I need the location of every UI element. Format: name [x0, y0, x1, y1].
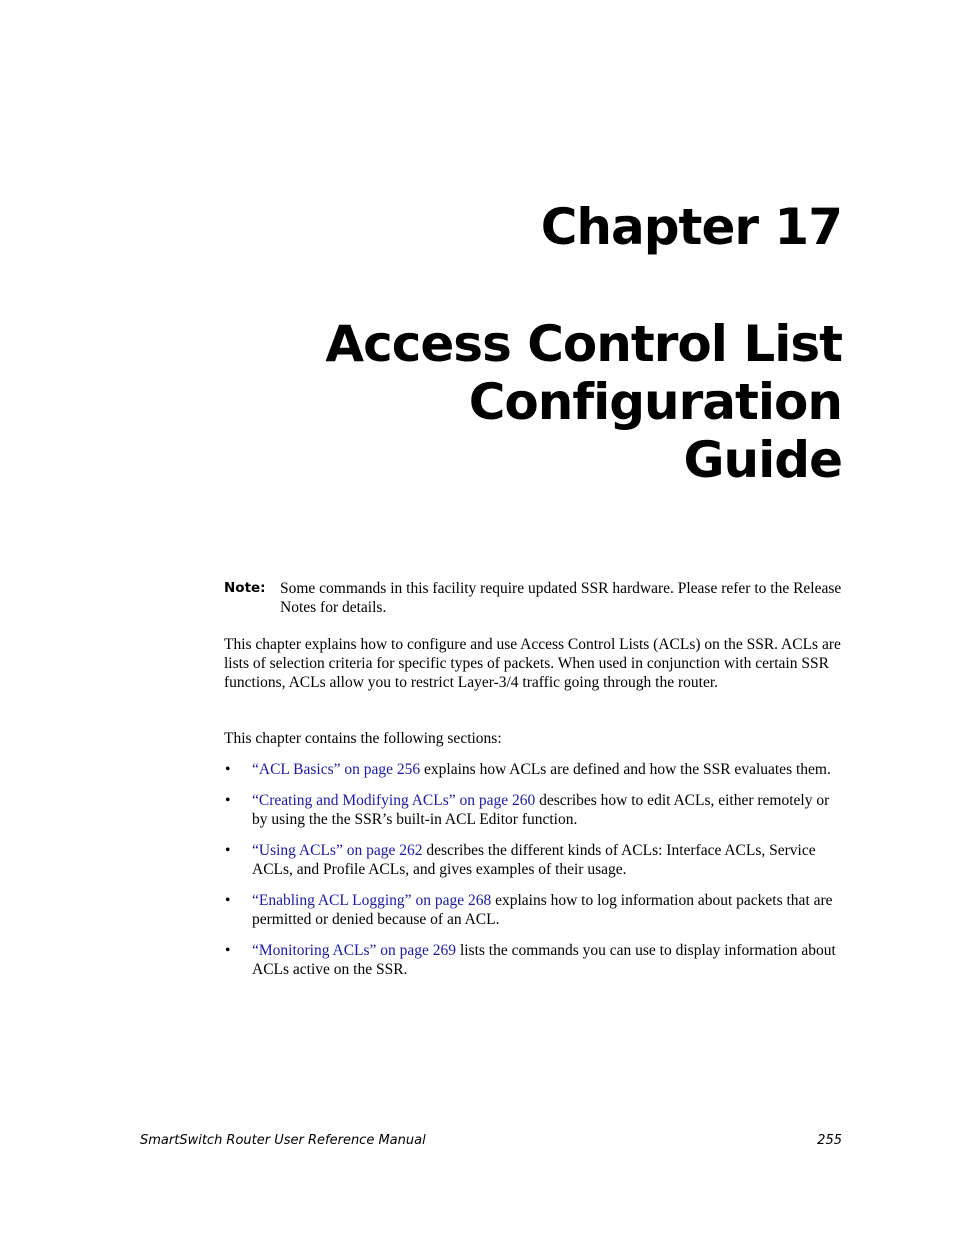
chapter-title: [242, 315, 842, 489]
intro-paragraph: This chapter explains how to configure and use Access Control Lists (ACLs) on the SSR. ACLs are lists of selection criteria for specific types of packets. When used in conjunction with certain SSR functions, ACLs allow you to restrict Layer-3/4 traffic going through the router.: [224, 636, 841, 691]
bullet: •: [225, 761, 231, 778]
bullet: •: [225, 942, 231, 959]
section-description: describes the different kinds of ACLs: Interface ACLs, Service ACLs, and Profile ACLs, and gives examples of their usage.: [252, 842, 816, 878]
note-label: Note:: [224, 580, 266, 596]
section-link-monitoring-acls[interactable]: “Monitoring ACLs” on page 269: [252, 942, 457, 959]
bullet: •: [225, 892, 231, 909]
note-block: [224, 579, 844, 617]
footer-manual-title: SmartSwitch Router User Reference Manual: [140, 1133, 426, 1148]
list-item: [224, 760, 844, 779]
section-link-creating-modifying-acls[interactable]: “Creating and Modifying ACLs” on page 260: [252, 792, 536, 809]
chapter-title-line: Guide: [683, 431, 842, 489]
section-link-using-acls[interactable]: “Using ACLs” on page 262: [252, 842, 423, 859]
section-description: describes how to edit ACLs, either remotely or by using the the SSR’s built-in ACL Editor function.: [252, 792, 830, 828]
section-description: explains how ACLs are defined and how the SSR evaluates them.: [420, 761, 831, 778]
footer-page-number: 255: [817, 1133, 842, 1148]
chapter-title-line: Configuration: [468, 373, 842, 431]
list-item: [224, 791, 844, 829]
section-description: explains how to log information about packets that are permitted or denied because of an ACL.: [252, 892, 833, 928]
note-text: Some commands in this facility require updated SSR hardware. Please refer to the Release Notes for details.: [280, 580, 842, 616]
bullet: •: [225, 792, 231, 809]
section-description: lists the commands you can use to display information about ACLs active on the SSR.: [252, 942, 836, 978]
chapter-label: Chapter 17: [540, 198, 842, 256]
list-item: [224, 841, 844, 879]
section-link-acl-basics[interactable]: “ACL Basics” on page 256: [252, 761, 421, 778]
list-item: [224, 941, 844, 979]
section-link-enabling-acl-logging[interactable]: “Enabling ACL Logging” on page 268: [252, 892, 492, 909]
bullet: •: [225, 842, 231, 859]
chapter-title-line: Access Control List: [325, 315, 842, 373]
sections-intro: This chapter contains the following sections:: [224, 730, 502, 747]
list-item: [224, 891, 844, 929]
section-list: [224, 760, 844, 991]
